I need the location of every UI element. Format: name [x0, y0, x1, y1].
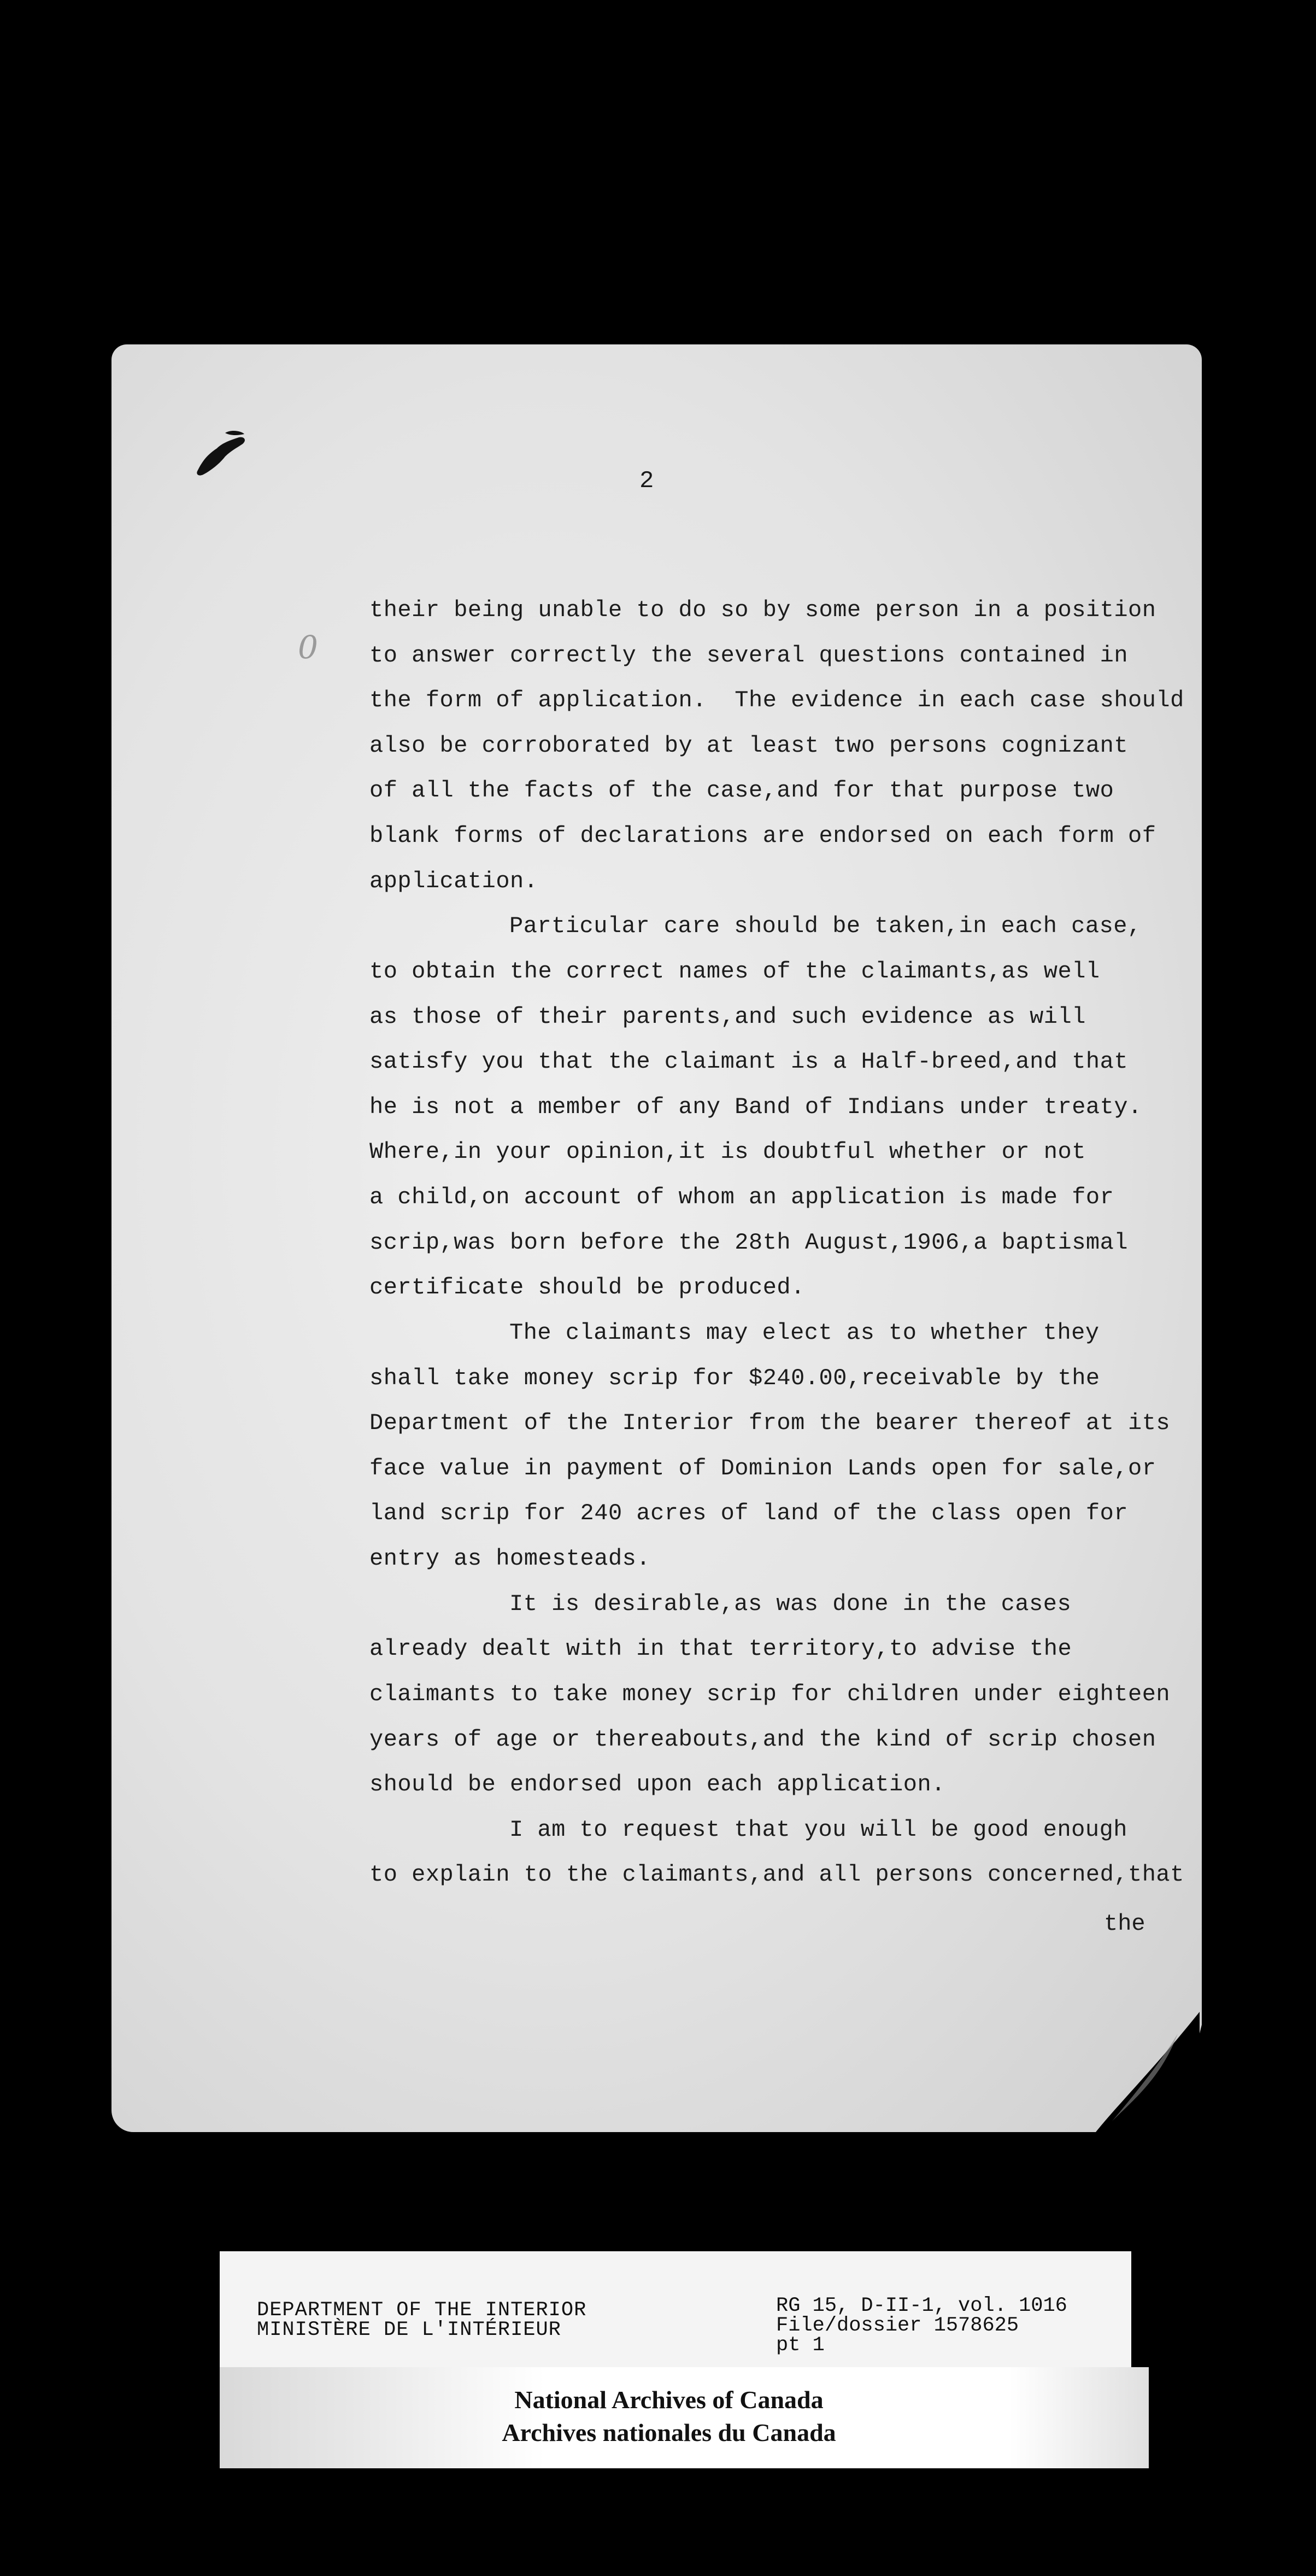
- archives-name-block: [0, 2384, 1316, 2449]
- text-line: Particular care should be taken,in each case,: [509, 913, 1142, 939]
- department-block: [257, 2300, 586, 2340]
- text-line: land scrip for 240 acres of land of the class open for: [369, 1500, 1129, 1526]
- text-line: Department of the Interior from the bearer thereof at its: [369, 1410, 1171, 1436]
- text-line: as those of their parents,and such evidence as will: [369, 1004, 1086, 1030]
- text-line: the form of application. The evidence in each case should: [369, 687, 1184, 713]
- text-line: application.: [369, 868, 538, 894]
- reference-part: pt 1: [776, 2334, 825, 2357]
- text-line: of all the facts of the case,and for that purpose two: [369, 777, 1114, 804]
- text-line: should be endorsed upon each application.: [369, 1771, 945, 1798]
- text-line: claimants to take money scrip for children under eighteen: [369, 1681, 1171, 1707]
- text-line: he is not a member of any Band of Indians under treaty.: [369, 1094, 1142, 1120]
- text-line: I am to request that you will be good enough: [509, 1817, 1127, 1843]
- text-line: certificate should be produced.: [369, 1274, 805, 1301]
- text-line: It is desirable,as was done in the cases: [509, 1591, 1072, 1617]
- page-curl: [1096, 2012, 1200, 2132]
- text-line: The claimants may elect as to whether they: [509, 1320, 1100, 1346]
- text-line: years of age or thereabouts,and the kind of scrip chosen: [369, 1726, 1156, 1753]
- text-line: face value in payment of Dominion Lands open for sale,or: [369, 1455, 1156, 1482]
- page-number: 2: [639, 467, 654, 495]
- archives-english: National Archives of Canada: [514, 2386, 824, 2414]
- reference-file: File/dossier 1578625: [776, 2314, 1019, 2337]
- ink-blot: [192, 426, 252, 487]
- margin-mark: 0: [298, 629, 318, 666]
- catchword: the: [1104, 1911, 1145, 1937]
- text-line: to explain to the claimants,and all persons concerned,that: [369, 1861, 1184, 1888]
- text-line: also be corroborated by at least two persons cognizant: [369, 733, 1129, 759]
- text-line: blank forms of declarations are endorsed on each form of: [369, 823, 1156, 849]
- text-line: a child,on account of whom an application is made for: [369, 1184, 1114, 1210]
- text-line: to answer correctly the several questions contained in: [369, 642, 1129, 669]
- department-english: DEPARTMENT OF THE INTERIOR: [257, 2299, 587, 2322]
- reference-block: [776, 2296, 1067, 2355]
- text-line: already dealt with in that territory,to advise the: [369, 1636, 1072, 1662]
- text-line: shall take money scrip for $240.00,receivable by the: [369, 1365, 1100, 1391]
- archives-french: Archives nationales du Canada: [502, 2419, 836, 2446]
- reference-volume: RG 15, D-II-1, vol. 1016: [776, 2294, 1067, 2317]
- text-line: their being unable to do so by some person in a position: [369, 597, 1156, 623]
- text-line: Where,in your opinion,it is doubtful whether or not: [369, 1139, 1086, 1165]
- text-line: entry as homesteads.: [369, 1545, 651, 1572]
- text-line: scrip,was born before the 28th August,1906,a baptismal: [369, 1230, 1129, 1256]
- text-line: satisfy you that the claimant is a Half-breed,and that: [369, 1049, 1129, 1075]
- text-line: to obtain the correct names of the claimants,as well: [369, 958, 1100, 985]
- department-french: MINISTÈRE DE L'INTÉRIEUR: [257, 2319, 561, 2341]
